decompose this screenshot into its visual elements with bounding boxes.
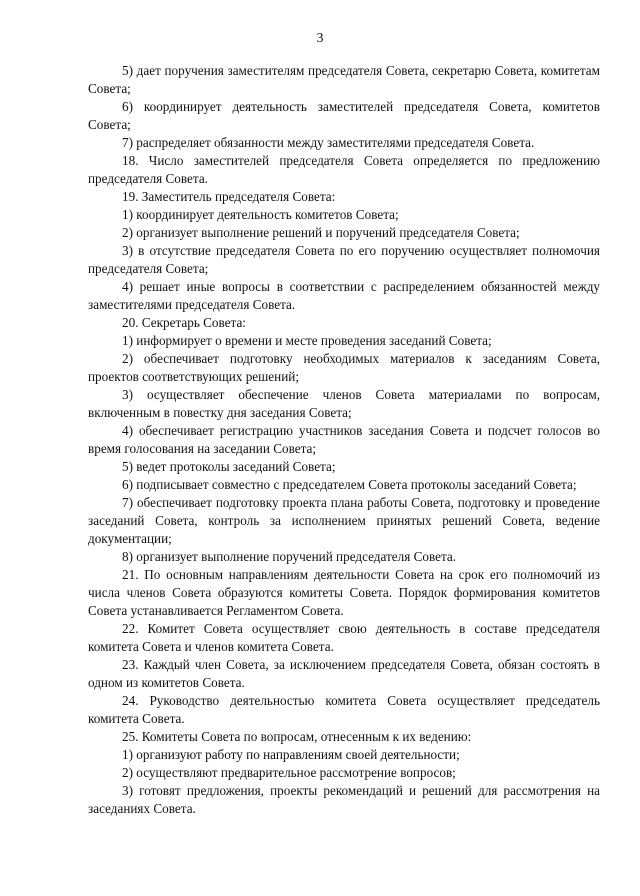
paragraph: 5) ведет протоколы заседаний Совета; [122, 459, 336, 474]
document-body [88, 62, 600, 818]
paragraph: 24. Руководство деятельностью комитета Совета осуществляет председатель комитета Совета. [88, 693, 600, 726]
page-number: 3 [316, 31, 324, 46]
paragraph: 7) обеспечивает подготовку проекта плана работы Совета, подготовку и проведение заседаний Совета, контроль за исполнением принятых решений Совета, ведение документации; [88, 495, 600, 546]
paragraph: 1) координирует деятельность комитетов Совета; [122, 207, 399, 222]
paragraph: 3) осуществляет обеспечение членов Совета материалами по вопросам, включенным в повестку дня заседания Совета; [88, 387, 600, 420]
paragraph: 4) обеспечивает регистрацию участников заседания Совета и подсчет голосов во время голосования на заседании Совета; [88, 423, 600, 456]
paragraph: 18. Число заместителей председателя Совета определяется по предложению председателя Совета. [88, 153, 600, 186]
paragraph: 1) информирует о времени и месте проведения заседаний Совета; [122, 333, 492, 348]
paragraph: 5) дает поручения заместителям председателя Совета, секретарю Совета, комитетам Совета; [88, 63, 600, 96]
paragraph: 2) организует выполнение решений и поручений председателя Совета; [122, 225, 520, 240]
paragraph: 21. По основным направлениям деятельности Совета на срок его полномочий из числа членов Совета образуются комитеты Совета. Порядок формирования комитетов Совета устанавливается Регламентом Совета. [88, 567, 600, 618]
paragraph: 2) обеспечивает подготовку необходимых материалов к заседаниям Совета, проектов соответствующих решений; [88, 351, 600, 384]
paragraph: 1) организуют работу по направлениям своей деятельности; [122, 747, 460, 762]
paragraph: 8) организует выполнение поручений председателя Совета. [122, 549, 457, 564]
paragraph: 19. Заместитель председателя Совета: [122, 189, 336, 204]
paragraph: 22. Комитет Совета осуществляет свою деятельность в составе председателя комитета Совета и членов комитета Совета. [88, 621, 600, 654]
paragraph: 25. Комитеты Совета по вопросам, отнесенным к их ведению: [122, 729, 472, 744]
paragraph: 23. Каждый член Совета, за исключением председателя Совета, обязан состоять в одном из комитетов Совета. [88, 657, 600, 690]
paragraph: 20. Секретарь Совета: [122, 315, 246, 330]
paragraph: 6) подписывает совместно с председателем Совета протоколы заседаний Совета; [122, 477, 577, 492]
paragraph: 2) осуществляют предварительное рассмотрение вопросов; [122, 765, 456, 780]
paragraph: 3) готовят предложения, проекты рекомендаций и решений для рассмотрения на заседаниях Совета. [88, 783, 600, 816]
paragraph: 3) в отсутствие председателя Совета по его поручению осуществляет полномочия председателя Совета; [88, 243, 600, 276]
paragraph: 7) распределяет обязанности между заместителями председателя Совета. [122, 135, 535, 150]
paragraph: 6) координирует деятельность заместителей председателя Совета, комитетов Совета; [88, 99, 600, 132]
paragraph: 4) решает иные вопросы в соответствии с распределением обязанностей между заместителями председателя Совета. [88, 279, 600, 312]
